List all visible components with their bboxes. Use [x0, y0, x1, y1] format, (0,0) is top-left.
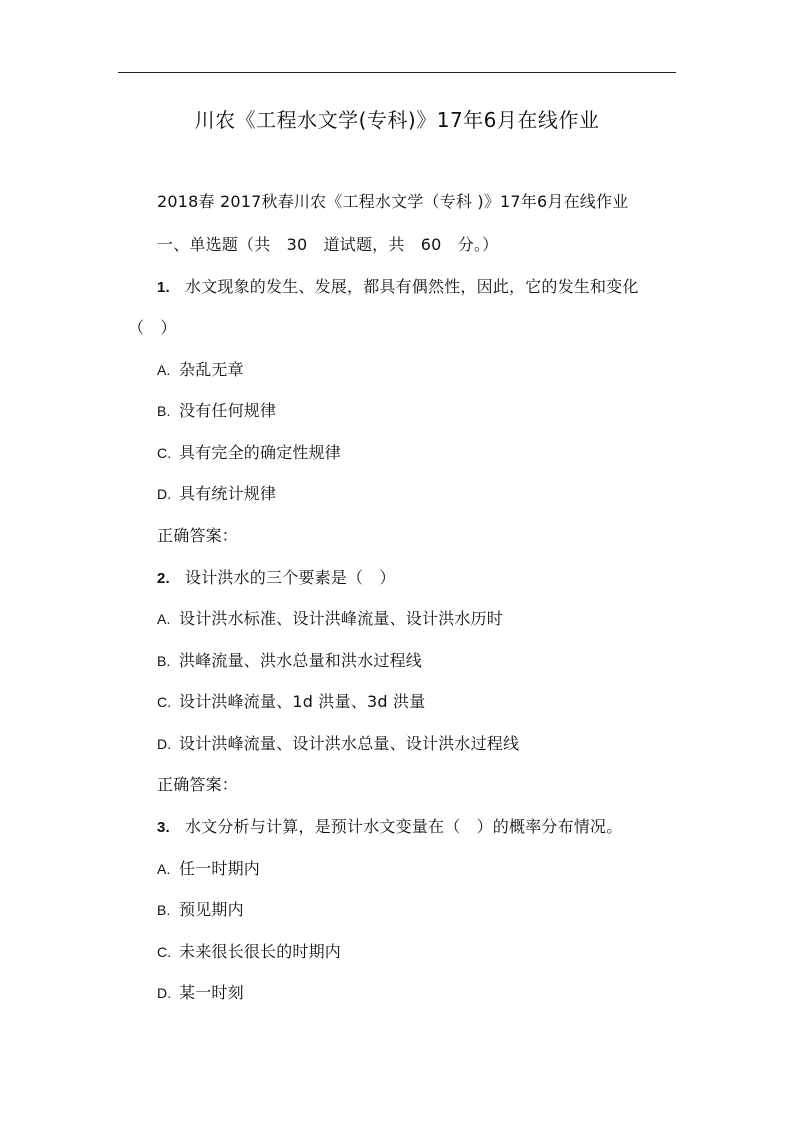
question-1-option-b	[157, 398, 276, 421]
question-text: 水文现象的发生、发展，都具有偶然性，因此，它的发生和变化	[185, 277, 639, 296]
option-text: 未来很长很长的时期内	[179, 942, 342, 961]
option-letter: A.	[157, 861, 171, 877]
option-letter: B.	[157, 653, 171, 669]
question-1-option-c	[157, 440, 341, 463]
option-text: 具有完全的确定性规律	[179, 443, 342, 462]
question-3-option-c	[157, 939, 341, 962]
question-3-option-a	[157, 856, 260, 879]
document-subtitle: 2018春 2017秋春川农《工程水文学（专科 )》17年6月在线作业	[157, 192, 629, 211]
option-letter: B.	[157, 403, 171, 419]
question-2-option-a	[157, 606, 503, 629]
option-letter: D.	[157, 486, 172, 502]
option-letter: C.	[157, 944, 172, 960]
option-text: 设计洪水标准、设计洪峰流量、设计洪水历时	[179, 609, 504, 628]
question-1-option-a	[157, 357, 244, 380]
option-text: 任一时期内	[179, 859, 261, 878]
option-text: 洪峰流量、洪水总量和洪水过程线	[179, 651, 423, 670]
option-letter: A.	[157, 611, 171, 627]
question-1-continuation: （ ）	[128, 318, 177, 337]
option-text: 具有统计规律	[179, 484, 277, 503]
option-letter: D.	[157, 985, 172, 1001]
option-text: 没有任何规律	[179, 401, 277, 420]
document-title: 川农《工程水文学(专科)》17年6月在线作业	[194, 108, 600, 132]
option-text: 杂乱无章	[179, 360, 244, 379]
option-text: 某一时刻	[179, 983, 244, 1002]
question-2	[157, 565, 396, 588]
question-1	[157, 274, 639, 297]
option-letter: A.	[157, 362, 171, 378]
question-number: 1.	[157, 279, 170, 296]
option-text: 预见期内	[179, 900, 244, 919]
question-3-option-b	[157, 897, 244, 920]
question-1-option-d	[157, 481, 276, 504]
question-2-answer-label: 正确答案：	[157, 775, 239, 794]
question-number: 2.	[157, 570, 170, 587]
option-letter: C.	[157, 445, 172, 461]
question-3-option-d	[157, 980, 244, 1003]
option-letter: C.	[157, 694, 172, 710]
question-3	[157, 814, 622, 837]
question-2-option-b	[157, 648, 422, 671]
question-text: 水文分析与计算，是预计水文变量在（ ）的概率分布情况。	[185, 817, 623, 836]
option-letter: B.	[157, 902, 171, 918]
question-2-option-c	[157, 689, 425, 712]
option-text: 设计洪峰流量、设计洪水总量、设计洪水过程线	[179, 734, 520, 753]
option-letter: D.	[157, 736, 172, 752]
section-heading: 一、单选题（共 30 道试题，共 60 分。）	[157, 235, 499, 254]
question-2-option-d	[157, 731, 519, 754]
question-number: 3.	[157, 819, 170, 836]
question-1-answer-label: 正确答案：	[157, 526, 239, 545]
header-rule	[118, 72, 676, 73]
option-text: 设计洪峰流量、1d 洪量、3d 洪量	[179, 692, 426, 711]
question-text: 设计洪水的三个要素是（ ）	[185, 568, 396, 587]
